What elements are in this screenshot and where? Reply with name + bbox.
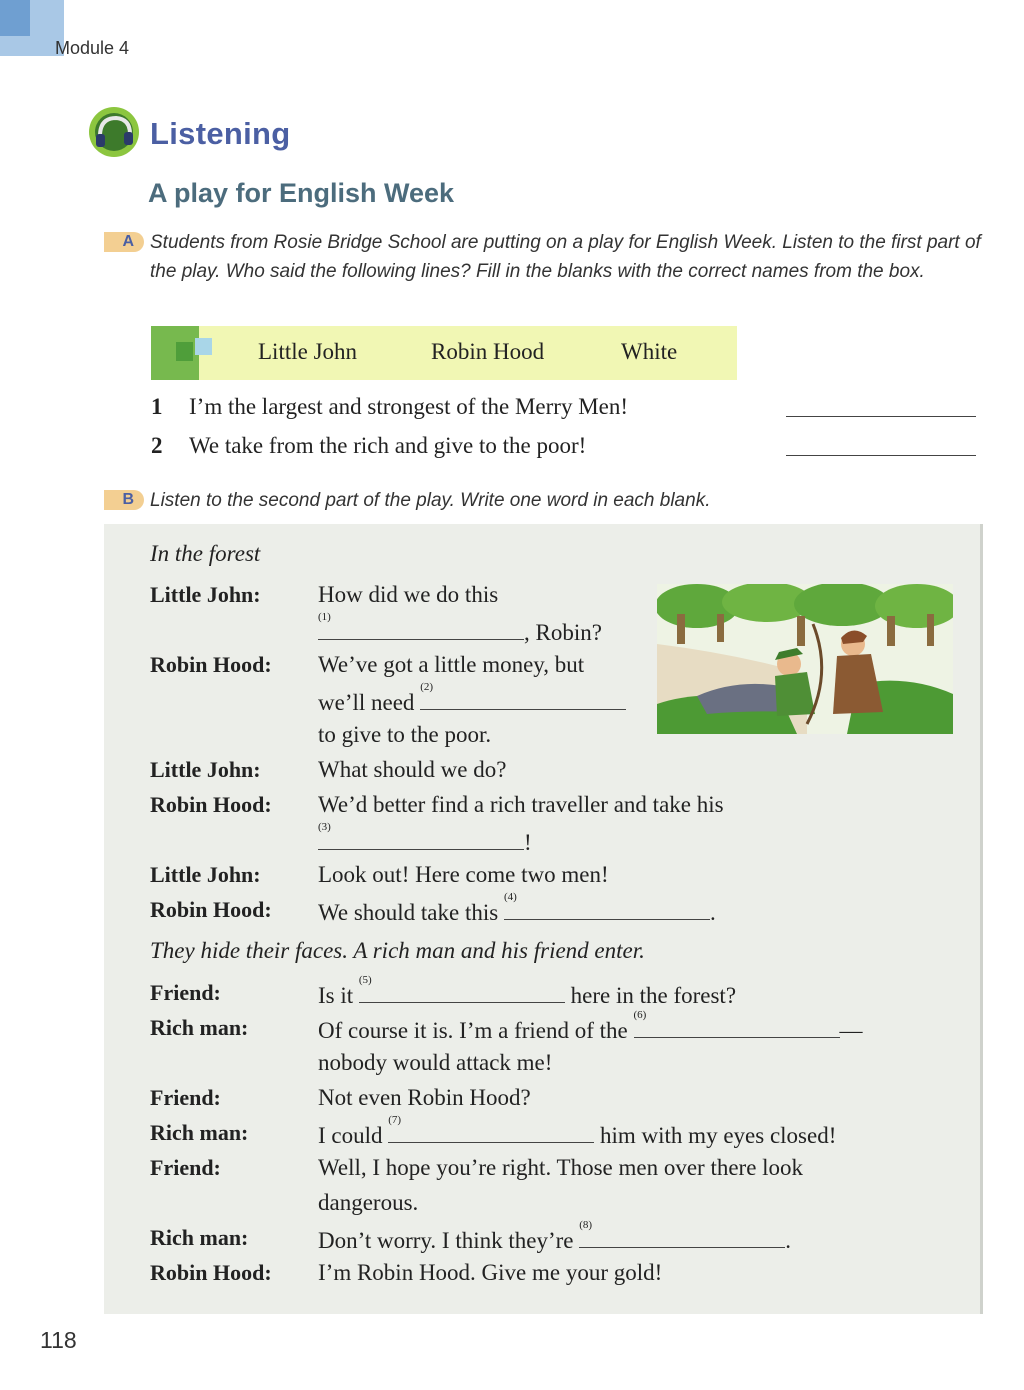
- word-box-item: White: [621, 339, 678, 364]
- question-number: 2: [151, 433, 163, 458]
- dialogue-text: .: [709, 900, 716, 925]
- question-number: 1: [151, 394, 163, 419]
- forest-illustration: [657, 584, 953, 734]
- speaker-label: Rich man:: [150, 1225, 249, 1250]
- dialogue-line: What should we do?: [318, 757, 507, 782]
- dialogue-text: him with my eyes closed!: [600, 1123, 837, 1148]
- corner-tab-inner: [0, 0, 30, 36]
- question-text: I’m the largest and strongest of the Merry Men!: [189, 394, 629, 419]
- section-title: Listening: [150, 116, 291, 151]
- speaker-label: Robin Hood:: [150, 792, 272, 817]
- stage-direction: They hide their faces. A rich man and his friend enter.: [150, 938, 645, 963]
- answer-blank[interactable]: [388, 1114, 594, 1143]
- stage-direction: In the forest: [150, 541, 261, 566]
- answer-blank[interactable]: [420, 681, 626, 710]
- blank-number: (2): [420, 681, 434, 693]
- word-box: [151, 326, 737, 380]
- word-box-item: Little John: [258, 339, 358, 364]
- blank-number: (3): [318, 821, 331, 833]
- dialogue-text: !: [524, 830, 532, 855]
- answer-blank[interactable]: [318, 611, 524, 640]
- answer-blank[interactable]: [786, 433, 976, 456]
- dialogue-line: Not even Robin Hood?: [318, 1085, 531, 1110]
- dialogue-line: How did we do this: [318, 582, 499, 607]
- blank-number: (1): [318, 611, 331, 623]
- dialogue-text: Don’t worry. I think they’re: [318, 1228, 574, 1253]
- module-label: Module 4: [55, 38, 130, 58]
- dialogue-text: Of course it is. I’m a friend of the: [318, 1018, 628, 1043]
- dialogue-line: [318, 891, 716, 926]
- speaker-label: Little John:: [150, 757, 261, 782]
- word-box-decoration: [176, 342, 193, 361]
- blank-number: (6): [633, 1009, 647, 1021]
- dialogue-line: [318, 611, 602, 646]
- speaker-label: Rich man:: [150, 1015, 249, 1040]
- dialogue-text: we’ll need: [318, 690, 415, 715]
- speaker-label: Robin Hood:: [150, 897, 272, 922]
- speaker-label: Friend:: [150, 980, 221, 1005]
- speaker-label: Rich man:: [150, 1120, 249, 1145]
- speaker-label: Robin Hood:: [150, 1260, 272, 1285]
- speaker-label: Friend:: [150, 1085, 221, 1110]
- dialogue-line: [318, 1114, 837, 1149]
- answer-blank[interactable]: [503, 891, 710, 920]
- dialogue-text: Is it: [318, 983, 354, 1008]
- dialogue-line: dangerous.: [318, 1190, 419, 1215]
- speaker-label: Little John:: [150, 582, 261, 607]
- speaker-label: Little John:: [150, 862, 261, 887]
- dialogue-line: Well, I hope you’re right. Those men over there look: [318, 1155, 804, 1180]
- part-b-marker: B: [104, 490, 144, 510]
- dialogue-line: [318, 974, 737, 1009]
- dialogue-text: —: [839, 1018, 863, 1043]
- dialogue-text: I could: [318, 1123, 383, 1148]
- headphones-icon: [86, 106, 142, 158]
- dialogue-text: , Robin?: [524, 620, 602, 645]
- page-number: 118: [40, 1327, 77, 1353]
- speaker-label: Friend:: [150, 1155, 221, 1180]
- answer-blank[interactable]: [633, 1009, 840, 1038]
- blank-number: (7): [388, 1114, 402, 1126]
- blank-number: (5): [358, 974, 372, 986]
- word-box-item: Robin Hood: [431, 339, 545, 364]
- blank-number: (4): [503, 891, 517, 903]
- speaker-label: Robin Hood:: [150, 652, 272, 677]
- answer-blank[interactable]: [786, 394, 976, 417]
- answer-blank[interactable]: [358, 974, 565, 1003]
- dialogue-line: nobody would attack me!: [318, 1050, 553, 1075]
- dialogue-line: [318, 821, 532, 856]
- dialogue-line: I’m Robin Hood. Give me your gold!: [318, 1260, 663, 1285]
- dialogue-line: We’ve got a little money, but: [318, 652, 585, 677]
- answer-blank[interactable]: [579, 1219, 785, 1248]
- dialogue-text: here in the forest?: [570, 983, 737, 1008]
- dialogue-line: [318, 1009, 863, 1044]
- dialogue-text: We should take this: [318, 900, 499, 925]
- dialogue-line: [318, 1219, 791, 1254]
- dialogue-line: [318, 681, 626, 716]
- dialogue-line: We’d better find a rich traveller and take his: [318, 792, 724, 817]
- part-a-instruction: Students from Rosie Bridge School are putting on a play for English Week. Listen to the first part of the play. Who said the following lines? Fill in the blanks with the correct names from the box.: [150, 232, 981, 282]
- dialogue-line: to give to the poor.: [318, 722, 492, 747]
- question-text: We take from the rich and give to the poor!: [189, 433, 587, 458]
- dialogue-text: .: [785, 1228, 791, 1253]
- answer-blank[interactable]: [318, 821, 524, 850]
- part-b-instruction: Listen to the second part of the play. Write one word in each blank.: [150, 490, 711, 511]
- part-a-marker: A: [104, 232, 144, 252]
- blank-number: (8): [579, 1219, 593, 1231]
- word-box-decoration: [195, 338, 212, 355]
- dialogue-line: Look out! Here come two men!: [318, 862, 609, 887]
- section-subtitle: A play for English Week: [148, 178, 455, 208]
